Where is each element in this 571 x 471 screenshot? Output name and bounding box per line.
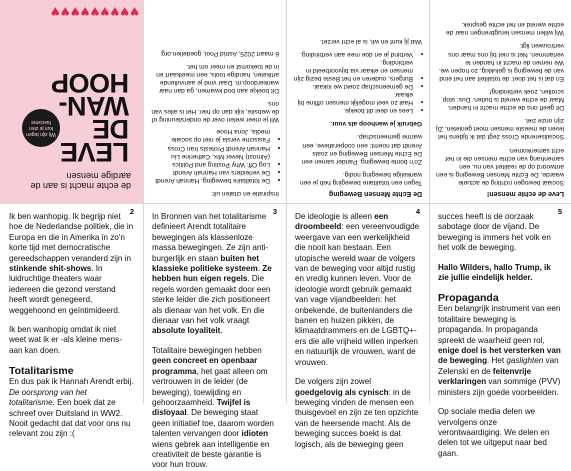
- cover-title-line: LEVE: [60, 137, 129, 167]
- page-number: 4: [415, 207, 420, 216]
- body-paragraph: [152, 212, 277, 337]
- page-number: 5: [557, 207, 562, 216]
- action-item: • De gemeenschap zoekt we lokaal.: [293, 82, 413, 90]
- text-run-bold: enige doel is het versterken van de beweging: [438, 346, 561, 366]
- text-run: . Een boek dat ze schreef over Duitsland in WW2. Nooit gedacht dat dat voor ons nu relevant zou zijn :(: [9, 398, 131, 439]
- credits-paragraph: Dit boekje aan bod kwamen, ga dan naar wankerdoop.nl. Daar vind je aanvullende artikelen, handige tools, een meetkaart en in de toekomst en meer om het.: [156, 62, 279, 94]
- text-run-bold: geen concreet en openbaar programma: [152, 356, 258, 376]
- text-run: , het gaat alleen om vertrouwen in de leider (de beweging), toewijding en gehoorzaamheid.: [152, 366, 268, 407]
- body-paragraph: [295, 377, 420, 450]
- body-paragraph: [9, 377, 134, 439]
- top-panel-page-6: [429, 0, 571, 203]
- section-heading: Totalitarisme: [9, 365, 74, 378]
- text-run: En dus pak ik Hannah Arendt erbij.: [9, 377, 134, 387]
- body-paragraph-bold: Gebruik je wanhoop als vuur.: [330, 120, 422, 128]
- text-run-bold: een droombeeld: [295, 212, 389, 232]
- text-run-italic: gaslighten: [506, 356, 544, 366]
- text-run: wiens gebrek aan intelligentie en creativiteit de beste garantie is voor hun trouw.: [152, 439, 270, 470]
- top-panel-page-7: [286, 0, 429, 203]
- body-paragraph: Wat jij kunt en wil, is al echt verzet.: [320, 38, 422, 46]
- body-paragraph: [438, 304, 562, 398]
- body-paragraph: succes heeft is de oorzaak sabotage door de vijand. De beweging is immers het volk en het volk de beweging.: [438, 212, 551, 253]
- cover-title-line: HOOP: [51, 68, 129, 98]
- body-paragraph: [152, 346, 277, 471]
- cover-title-line: DE: [92, 114, 129, 144]
- credits-date: 6 maart 2025, Astrid Pool, goedellen.org: [161, 49, 279, 57]
- body-paragraph: [9, 212, 134, 316]
- text-run-bold: stinkende shit-shows: [9, 264, 92, 274]
- text-run: van sommige (PVV) ministers zijn goede voorbeelden.: [438, 377, 561, 397]
- section-heading: De Echte Mensen Beweging: [329, 190, 422, 197]
- body-paragraph: Wij willen mensen terugbrengen naar de echte wereld en het echte gesprek.: [445, 21, 564, 37]
- section-heading: Propaganda: [438, 292, 499, 305]
- credits-item: • Fasiscme versla je niet op sociale media, Jona Hooe: [150, 127, 270, 143]
- text-run: van Zelenski en de: [438, 356, 559, 376]
- cover-title-line: WAN-: [59, 91, 129, 121]
- body-paragraph: Dit geeft ons de echte macht in handen. Maar de echte wereld is buiten. Dus: stop scrollen, zoek verbinding!: [442, 87, 564, 112]
- page-number: 3: [272, 207, 277, 216]
- action-item: • Haal zo veel mogelijk mensen offline bij elkaar.: [293, 90, 413, 106]
- text-run: De volgers zijn zowel: [295, 377, 372, 387]
- text-run-bold: Twijfel is disloyaal: [152, 397, 251, 418]
- hearts-row-icon: ♥♥♥♥♥♥♥♥♥: [49, 3, 139, 20]
- cover-badge: Wij zijn tegen kun je zien fascisme: [22, 109, 60, 147]
- text-run: Ik ben wanhopig. Ik begrijp niet hoe de Nederlandse politiek, die in Europa en die in Amerika in zo'n korte tijd met democratische gereedschappen veranderd zijn in: [9, 212, 134, 263]
- top-panel-credits: [143, 0, 286, 203]
- text-run: De ideologie is alleen: [295, 212, 375, 221]
- text-run: .: [220, 326, 223, 336]
- text-run-bold: absolute loyaliteit: [152, 326, 221, 336]
- text-run: : een vereenvoudigde weergave van een werkelijkheid die nooit kan bestaan. Een utopische wereld waar de volgers van de beweging voor altijd rustig en vredig kunnen leven. Voor de ideologie wordt gebruik gemaakt van vage vijandbeelden: het onbekende, de buitenlanders die banen en huizen pikken, de klimaatdrammers en de LGBTQ+-ers die alle vrijheid willen inperken en natuurlijk de vrouwen, want de vrouwen.: [295, 222, 420, 367]
- body-paragraph: Socialiserende Cross zegt dat ik tijdens het leven de meeste mensen moet genieten. Zij zijn onze ziel.: [436, 117, 564, 141]
- body-paragraph: Op sociale media delen we vervolgens onze verontwaardiging. We delen en delen tot we uitgeput naar bed gaan.: [438, 407, 550, 458]
- body-paragraph: Ik ben wanhopig omdat ik niet weet wat ik er -als kleine mens- aan kan doen.: [9, 325, 122, 355]
- body-paragraph: En dat is het doel: de totaliteit aan het eind van de beweging is gelukkig, zo hopen we. We nemen de macht in handen te verlammen. Net is niet bij ons maar ons vertrouwen ligt.: [438, 42, 564, 82]
- text-run-bold: Ze hebben hun eigen regels: [152, 264, 272, 284]
- credits-item: • De totalitaire beweging, Hannah Arendt: [150, 176, 270, 184]
- body-paragraph-bold: Hallo Wilders, hallo Trump, ik zie jullie eindelijk helder.: [438, 262, 551, 283]
- text-run: .: [257, 264, 263, 274]
- text-run: . Die regels worden gemaakt door een sterke leider die zich positioneert als dienaar van het volk. En die dienaar van het volk vraagt: [152, 274, 271, 326]
- text-run: Een belangrijk instrument van een totalitaire beweging is propaganda. In propaganda spreekt de waarheid geen rol,: [438, 304, 561, 345]
- page-5: [429, 204, 571, 458]
- cover-title: [51, 68, 129, 167]
- text-run: Totalitaire bewegingen hebben: [152, 345, 262, 355]
- credits-item: • Log Off: Why Posting and Politics (Almost) Never Mix, Catherine Liu: [150, 152, 270, 168]
- section-heading: Leve de echte mensen!: [486, 190, 564, 197]
- body-paragraph: Sociaal bewogen richting de actuele waarde. De Echte Mensen Beweging is een antwoord op de realiteit van nu, een samenhang van echte mensen die in het echt samenkomen.: [436, 146, 564, 186]
- credits-paragraph: Wil je meer weten over de ondersteuning of de website, kijk dan op hier. Het is alles van ons.: [151, 100, 279, 124]
- cover-panel: [0, 0, 143, 203]
- body-paragraph: Tegen een totalitaire beweging heb je een wankelige beweging nodig.: [299, 170, 422, 186]
- text-run-bold: goedgelovig als cynisch: [295, 387, 389, 397]
- action-item: • Verbind je en doe mee aan verbinding.: [293, 50, 413, 58]
- text-run: In Bronnen van het totalitarisme definieert Arendt totalitaire bewegingen als klassenloze massa bewegingen. Ze zijn anti-burgerlijk en staan: [152, 212, 269, 263]
- credits-intro: Inspiratie en citaten uit:: [211, 190, 279, 197]
- text-run-bold: idioten: [241, 429, 269, 439]
- credits-list: [150, 127, 279, 184]
- text-run: : in de beweging vinden de mensen een thuisgevoel en zijn ze ten opzichte van de heersende macht. Als de beweging succes boekt is dat logisch, als de beweging geen: [295, 387, 419, 449]
- page-2: [0, 204, 143, 439]
- credits-item: • De verleiders van Hannah Arendt: [150, 168, 270, 176]
- text-run: . Het: [487, 356, 507, 366]
- text-run-bold: buiten het klassieke politieke systeem: [152, 253, 260, 274]
- action-list: [293, 50, 422, 115]
- text-run: . In luidruchtige theaters waar iedereen die gezond verstand heeft wordt genegeerd, weggehoond en geïntimideerd.: [9, 264, 121, 315]
- credits-item: • Hannah Arendt Protests Iran Cross: [150, 143, 270, 151]
- page-number: 2: [129, 207, 134, 216]
- text-run-italic: De oorsprong van het totalitarisme: [9, 387, 87, 408]
- text-run-bold: feitenvrije verklaringen: [438, 366, 532, 387]
- body-paragraph: Zo'n bonte beweging. Pander samen een De Echte Mensen Beweging en zoals Arendt dat noemt: een coöperatieve, een warme gemeenschap.: [301, 133, 422, 165]
- cover-subtitle: de echte macht is aan de aardige mensen: [30, 171, 131, 191]
- page-4: [286, 204, 429, 449]
- page-3: [143, 204, 286, 470]
- action-item: • Lees en deel dit boekje.: [293, 106, 413, 114]
- text-run: . De beweging staat geen initiatief toe, daarom worden talenten vervangen door: [152, 408, 274, 439]
- action-item: • Burgers, ouderen en het Beste bezig zijn mensen en elkaar via bijvoorbeeld in verbinding.: [293, 58, 413, 82]
- body-paragraph: [295, 212, 420, 368]
